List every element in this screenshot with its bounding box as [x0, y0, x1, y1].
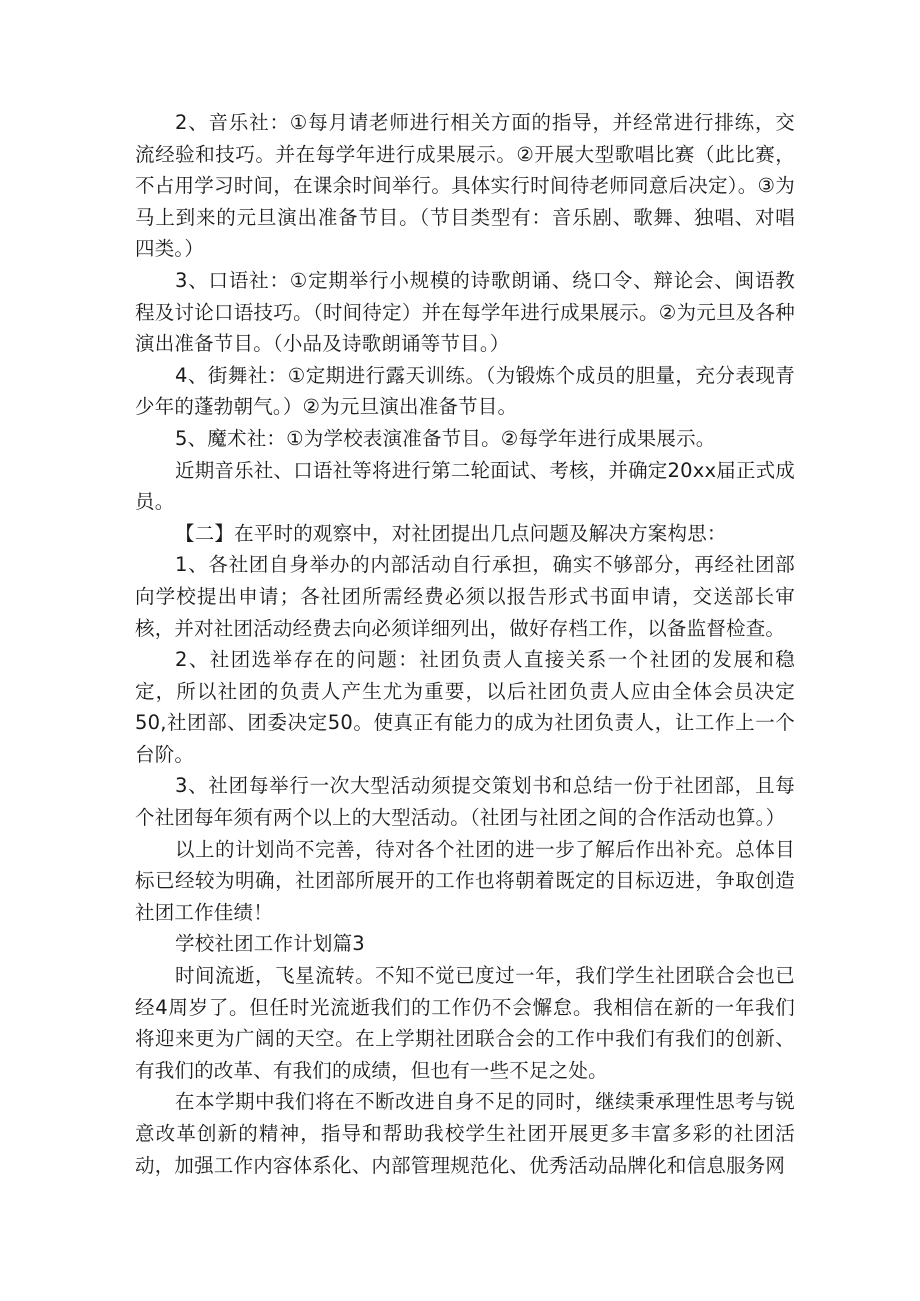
paragraph-plan3-intro: 时间流逝，飞星流转。不知不觉已度过一年，我们学生社团联合会也已经4周岁了。但任时光流逝我们的工作仍不会懈怠。我相信在新的一年我们将迎来更为广阔的天空。在上学期社团联合会的工作中我们有我们的创新、有我们的改革、有我们的成绩，但也有一些不足之处。 [135, 964, 795, 1082]
section-heading-problems: 【二】在平时的观察中，对社团提出几点问题及解决方案构思： [175, 521, 727, 545]
paragraph-problem-1: 1、各社团自身举办的内部活动自行承担，确实不够部分，再经社团部向学校提出申请；各社团所需经费必须以报告形式书面申请，交送部长审核，并对社团活动经费去向必须详细列出，做好存档工作，以备监督检查。 [135, 553, 795, 640]
paragraph-recent-interviews: 近期音乐社、口语社等将进行第二轮面试、考核，并确定20xx届正式成员。 [135, 458, 795, 514]
paragraph-plan3-goals: 在本学期中我们将在不断改进自身不足的同时，继续秉承理性思考与锐意改革创新的精神，指导和帮助我校学生社团开展更多丰富多彩的社团活动，加强工作内容体系化、内部管理规范化、优秀活动品牌化和信息服务网 [135, 1090, 795, 1177]
paragraph-problem-3: 3、社团每举行一次大型活动须提交策划书和总结一份于社团部，且每个社团每年须有两个以上的大型活动。（社团与社团之间的合作活动也算。） [135, 774, 795, 830]
document-body [135, 107, 795, 1181]
paragraph-summary: 以上的计划尚不完善，待对各个社团的进一步了解后作出补充。总体目标已经较为明确，社团部所展开的工作也将朝着既定的目标迈进，争取创造社团工作佳绩！ [135, 837, 795, 924]
paragraph-music-club: 2、音乐社：①每月请老师进行相关方面的指导，并经常进行排练，交流经验和技巧。并在每学年进行成果展示。②开展大型歌唱比赛（此比赛，不占用学习时间，在课余时间举行。具体实行时间待老师同意后决定）。③为马上到来的元旦演出准备节目。（节目类型有：音乐剧、歌舞、独唱、对唱四类。） [135, 111, 795, 261]
paragraph-problem-2: 2、社团选举存在的问题：社团负责人直接关系一个社团的发展和稳定，所以社团的负责人产生尤为重要，以后社团负责人应由全体会员决定50,社团部、团委决定50。使真正有能力的成为社团负责人，让工作上一个台阶。 [135, 648, 795, 766]
paragraph-streetdance-club: 4、街舞社：①定期进行露天训练。（为锻炼个成员的胆量，充分表现青少年的蓬勃朝气。）②为元旦演出准备节目。 [135, 363, 795, 419]
section-title-plan-3: 学校社团工作计划篇3 [175, 932, 365, 956]
paragraph-oral-club: 3、口语社：①定期举行小规模的诗歌朗诵、绕口令、辩论会、闽语教程及讨论口语技巧。（时间待定）并在每学年进行成果展示。②为元旦及各种演出准备节目。（小品及诗歌朗诵等节目。） [135, 268, 795, 356]
paragraph-magic-club: 5、魔术社：①为学校表演准备节目。②每学年进行成果展示。 [175, 426, 716, 450]
